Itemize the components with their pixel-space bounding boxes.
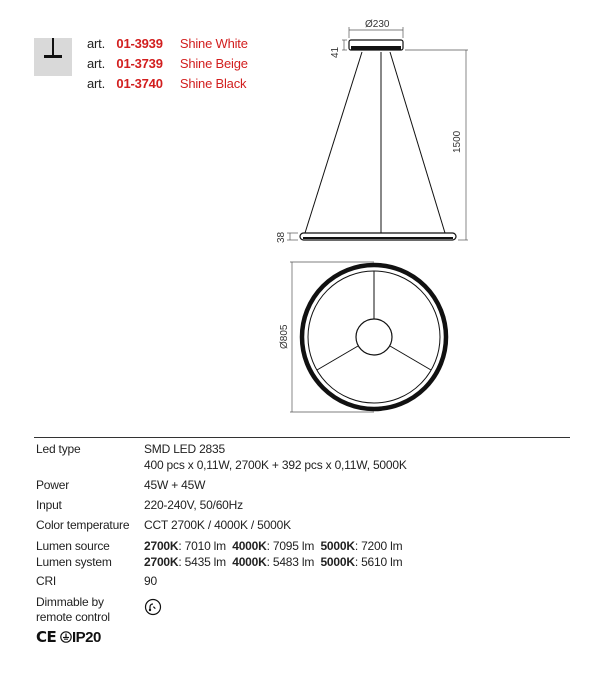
article-name: Shine White [179, 36, 248, 51]
article-code: 01-3740 [116, 76, 163, 91]
canopy-base [351, 46, 401, 50]
ip-rating: IP20 [71, 629, 101, 646]
article-code: 01-3739 [116, 56, 163, 71]
article-name: Shine Black [179, 76, 247, 91]
ce-mark: CE [36, 628, 57, 646]
lumen-temp: 2700K [144, 539, 179, 553]
spec-value-color-temperature: CCT 2700K / 4000K / 5000K [144, 518, 291, 532]
canopy-height-label: 41 [330, 46, 341, 58]
lumen-temp: 4000K [232, 555, 267, 569]
article-prefix: art. [87, 76, 105, 91]
spec-value-led-type: SMD LED 2835 [144, 442, 225, 456]
lumen-value: : 5483 lm [266, 555, 315, 569]
top-view-cable [317, 346, 358, 370]
spec-value-led-detail: 400 pcs x 0,11W, 2700K + 392 pcs x 0,11W, 5000K [144, 458, 407, 472]
spec-table-divider [34, 437, 570, 438]
spec-value-input: 220-240V, 50/60Hz [144, 498, 243, 512]
suspension-height-label: 1500 [452, 130, 463, 153]
safety-class-icon [60, 631, 72, 643]
spec-label-input: Input [36, 498, 62, 512]
lumen-temp: 2700K [144, 555, 179, 569]
lumen-temp: 5000K [320, 555, 355, 569]
spec-label-color-temperature: Color temperature [36, 518, 130, 532]
suspension-cable [305, 52, 362, 233]
canopy-diameter-label: Ø230 [365, 19, 390, 30]
spec-label-power: Power [36, 478, 70, 492]
certifications [36, 628, 101, 646]
spec-value-lumen-source [144, 538, 402, 554]
lumen-temp: 4000K [232, 539, 267, 553]
spec-value-cri: 90 [144, 574, 157, 588]
lumen-value: : 7200 lm [354, 539, 403, 553]
spec-label-cri: CRI [36, 574, 57, 588]
lumen-value: : 5610 lm [354, 555, 403, 569]
lumen-value: : 7010 lm [178, 539, 226, 553]
spec-label-dimmable-2: remote control [36, 610, 110, 624]
remote-dimmer-icon [144, 598, 162, 616]
spec-label-dimmable: Dimmable by [36, 595, 104, 609]
article-name: Shine Beige [179, 56, 248, 71]
ring-diameter-label: Ø805 [279, 324, 290, 349]
lumen-temp: 5000K [320, 539, 355, 553]
lumen-value: : 5435 lm [178, 555, 226, 569]
article-prefix: art. [87, 56, 105, 71]
spec-label-lumen-system: Lumen system [36, 555, 112, 569]
spec-value-lumen-system [144, 554, 402, 570]
suspension-cable [390, 52, 445, 233]
lumen-value: : 7095 lm [266, 539, 315, 553]
spec-value-power: 45W + 45W [144, 478, 206, 492]
top-view-cable [390, 346, 431, 370]
canopy-top-view [356, 319, 392, 355]
article-code: 01-3939 [116, 36, 163, 51]
spec-label-led-type: Led type [36, 442, 81, 456]
article-prefix: art. [87, 36, 105, 51]
spec-label-lumen-source: Lumen source [36, 539, 110, 553]
ring-height-label: 38 [276, 231, 287, 243]
